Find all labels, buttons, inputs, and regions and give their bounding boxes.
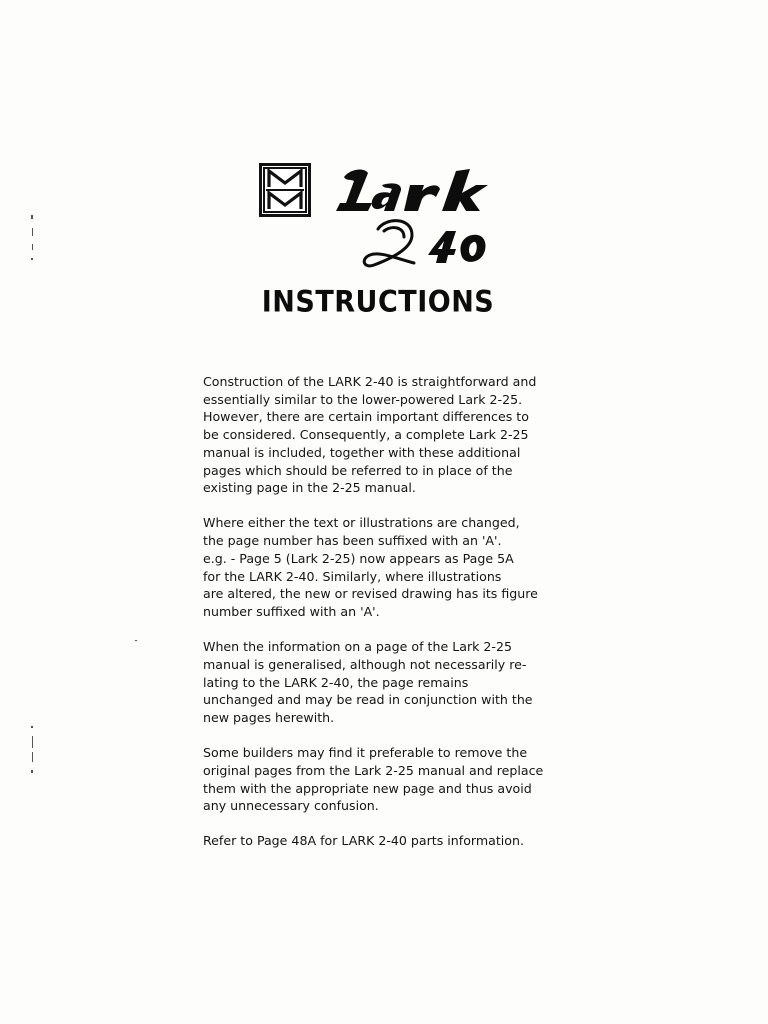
scan-mark [32,752,33,762]
text-line: pages which should be referred to in place of the [203,462,513,478]
scan-mark [32,244,33,250]
page-title [0,287,768,318]
paragraph-parts-reference [203,832,578,850]
scan-mark [135,640,137,641]
text-line: manual is included, together with these additional [203,444,521,460]
text-line: However, there are certain important differences to [203,409,529,425]
paragraph-generalised-pages [203,638,578,727]
text-line: any unnecessary confusion. [203,798,379,814]
text-line: Construction of the LARK 2-40 is straightforward and [203,374,537,389]
scan-mark [32,228,33,236]
text-line: are altered, the new or revised drawing has its figure [203,586,538,602]
scan-mark [32,736,33,748]
text-line: manual is generalised, although not necessarily re- [203,656,527,672]
lark-2-40-wordmark-icon [334,155,514,285]
scan-mark [31,726,33,728]
text-line: e.g. - Page 5 (Lark 2-25) now appears as Page 5A [203,550,514,566]
text-line: them with the appropriate new page and thus avoid [203,780,532,796]
text-line: for the LARK 2-40. Similarly, where illustrations [203,568,502,584]
text-line: When the information on a page of the Lark 2-25 [203,639,512,655]
page-title-text: INSTRUCTIONS [261,285,495,320]
paragraph-replace-pages [203,744,578,815]
text-line: Refer to Page 48A for LARK 2-40 parts information. [203,833,524,849]
text-line: number suffixed with an 'A'. [203,603,380,619]
lark-wordmark-logo [334,155,514,285]
mm-logo [259,163,311,217]
text-line: new pages herewith. [203,709,335,725]
text-line: essentially similar to the lower-powered Lark 2-25. [203,391,523,407]
text-line: Where either the text or illustrations are changed, [203,515,520,531]
paragraph-intro [203,373,578,497]
text-line: the page number has been suffixed with an 'A'. [203,533,502,549]
paragraph-page-numbering [203,514,578,620]
text-line: existing page in the 2-25 manual. [203,480,416,496]
text-line: unchanged and may be read in conjunction with the [203,692,533,708]
scan-mark [31,215,33,219]
text-line: lating to the LARK 2-40, the page remains [203,674,469,690]
text-line: Some builders may find it preferable to remove the [203,745,528,761]
mm-monogram-icon [263,167,307,213]
text-line: original pages from the Lark 2-25 manual and replace [203,762,544,778]
text-line: be considered. Consequently, a complete Lark 2-25 [203,427,529,443]
scan-mark [31,770,33,773]
scan-mark [31,258,33,260]
instructions-body [203,373,578,868]
